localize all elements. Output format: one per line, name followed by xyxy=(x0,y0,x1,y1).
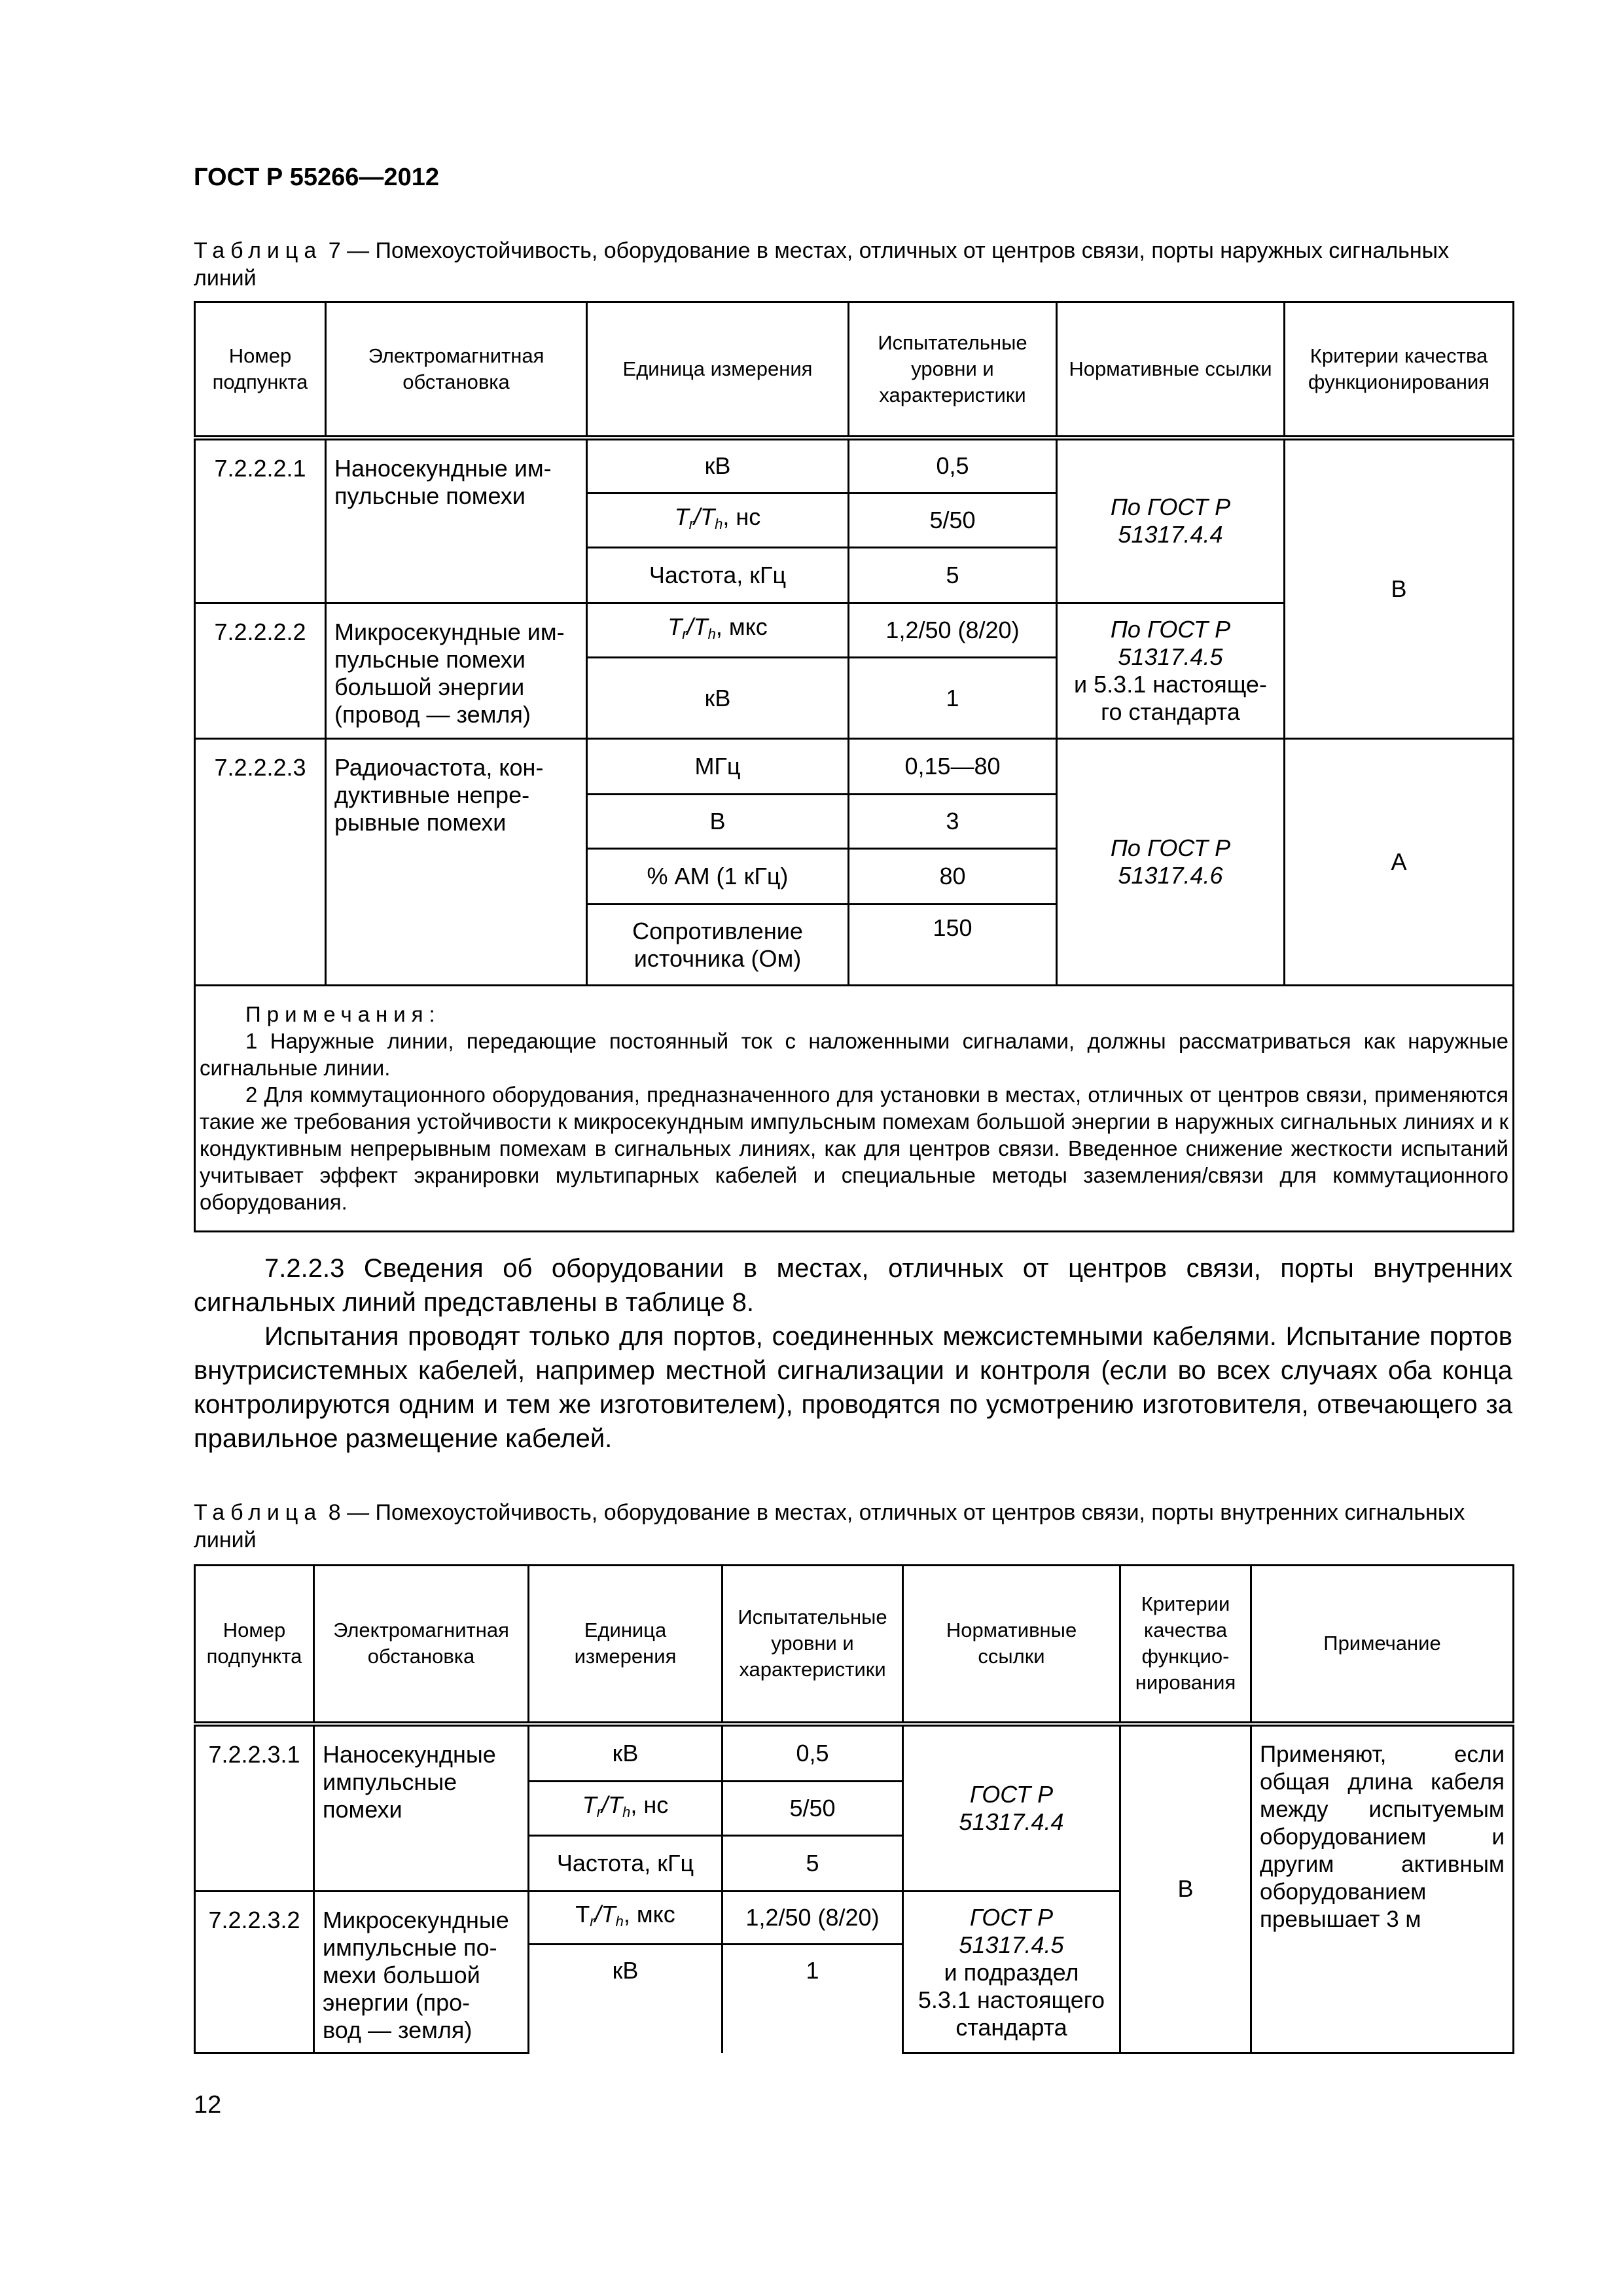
unit: В xyxy=(587,795,849,849)
table-row xyxy=(195,739,1514,795)
notes-row xyxy=(195,986,1514,1232)
em-environment: Наносекундные им- пульсные помехи xyxy=(326,438,587,603)
test-level: 0,15—80 xyxy=(849,739,1057,795)
table-header-row xyxy=(195,302,1514,438)
table-notes xyxy=(195,986,1514,1232)
table-header-row xyxy=(195,1566,1514,1724)
header-cell: Нормативные ссылки xyxy=(1057,302,1285,438)
test-level: 1,2/50 (8/20) xyxy=(849,603,1057,658)
test-level: 0,5 xyxy=(849,438,1057,493)
normative-reference: По ГОСТ Р 51317.4.6 xyxy=(1057,739,1285,986)
test-level: 5/50 xyxy=(849,493,1057,548)
em-environment: Микросекундные им- пульсные помехи большой энергии (провод — земля) xyxy=(326,603,587,739)
test-level: 5 xyxy=(849,548,1057,603)
item-number: 7.2.2.3.1 xyxy=(195,1724,314,1892)
item-number: 7.2.2.2.2 xyxy=(195,603,326,739)
caption-text: 7 — Помехоустойчивость, оборудование в местах, отличных от центров связи, порты наружных сигнальных линий xyxy=(194,238,1450,291)
test-level: 3 xyxy=(849,795,1057,849)
header-cell: Критерии качества функционирования xyxy=(1285,302,1514,438)
unit: $T_r/T_h$, нс xyxy=(529,1782,722,1836)
unit: кВ xyxy=(587,658,849,739)
header-cell: Номер подпункта xyxy=(195,1566,314,1724)
header-cell: Примечание xyxy=(1251,1566,1514,1724)
performance-criterion: B xyxy=(1285,438,1514,739)
caption-text: 8 — Помехоустойчивость, оборудование в местах, отличных от центров связи, порты внутренних сигнальных линий xyxy=(194,1500,1465,1552)
header-cell: Критерии качества функцио-нирования xyxy=(1120,1566,1251,1724)
unit: Частота, кГц xyxy=(529,1836,722,1892)
normative-reference: По ГОСТ Р 51317.4.5 и 5.3.1 настояще- го стандарта xyxy=(1057,603,1285,739)
table8-caption xyxy=(194,1499,1512,1554)
unit: $T_r/T_h$, нс xyxy=(587,493,849,548)
test-level: 5/50 xyxy=(722,1782,903,1836)
unit: Частота, кГц xyxy=(587,548,849,603)
notes-title: Примечания: xyxy=(245,1002,441,1026)
caption-label: Таблица xyxy=(194,1500,323,1525)
header-cell: Электромагнитная обстановка xyxy=(314,1566,529,1724)
item-number: 7.2.2.2.3 xyxy=(195,739,326,986)
test-level: 1 xyxy=(722,1945,903,2053)
table-row xyxy=(195,1724,1514,1782)
note-item: 2 Для коммутационного оборудования, предназначенного для установки в местах, отличных от центров связи, применяются такие же требования устойчивости к микросекундным импульсным помехам большой энергии в наружных сигнальных линиях и к кондуктивным непрерывным помехам в сигнальных линиях, как для центров связи. Введенное снижение жесткости испытаний учитывает эффект экранировки мультипарных кабелей и специальные методы заземления/связи для коммутационного оборудования. xyxy=(200,1083,1508,1214)
header-cell: Испытательные уровни и характеристики xyxy=(849,302,1057,438)
normative-reference: По ГОСТ Р 51317.4.4 xyxy=(1057,438,1285,603)
header-cell: Электромагнитная обстановка xyxy=(326,302,587,438)
document-header: ГОСТ Р 55266—2012 xyxy=(194,164,439,191)
table-row xyxy=(195,438,1514,493)
body-text xyxy=(194,1251,1512,1456)
unit: % АМ (1 кГц) xyxy=(587,849,849,905)
item-number: 7.2.2.2.1 xyxy=(195,438,326,603)
test-level: 80 xyxy=(849,849,1057,905)
paragraph: Испытания проводят только для портов, соединенных межсистемными кабелями. Испытание портов внутрисистемных кабелей, например местной сигнализации и контроля (если во всех случаях оба конца контролируются одним и тем же изготовителем), проводятся по усмотрению изготовителя, отвечающего за правильное размещение кабелей. xyxy=(194,1322,1512,1453)
table-7 xyxy=(194,301,1514,1232)
em-environment: Микросекундные импульсные по- мехи большой энергии (про- вод — земля) xyxy=(314,1892,529,2053)
test-level: 1 xyxy=(849,658,1057,739)
header-cell: Номер подпункта xyxy=(195,302,326,438)
header-cell: Единица измерения xyxy=(587,302,849,438)
header-cell: Единица измерения xyxy=(529,1566,722,1724)
performance-criterion: B xyxy=(1120,1724,1251,2053)
unit: $T_r/T_h$, мкс xyxy=(529,1892,722,1945)
unit: МГц xyxy=(587,739,849,795)
em-environment: Радиочастота, кон- дуктивные непре- рывные помехи xyxy=(326,739,587,986)
normative-reference: ГОСТ Р 51317.4.4 xyxy=(903,1724,1120,1892)
paragraph: 7.2.2.3 Сведения об оборудовании в местах, отличных от центров связи, порты внутренних сигнальных линий представлены в таблице 8. xyxy=(194,1254,1512,1317)
table7-caption xyxy=(194,237,1512,292)
table-8 xyxy=(194,1564,1514,2054)
normative-reference: ГОСТ Р 51317.4.5 и подраздел 5.3.1 настоящего стандарта xyxy=(903,1892,1120,2053)
unit: кВ xyxy=(529,1945,722,2053)
em-environment: Наносекундные импульсные помехи xyxy=(314,1724,529,1892)
unit: $T_r/T_h$, мкс xyxy=(587,603,849,658)
test-level: 5 xyxy=(722,1836,903,1892)
unit: кВ xyxy=(529,1724,722,1782)
test-level: 0,5 xyxy=(722,1724,903,1782)
performance-criterion: A xyxy=(1285,739,1514,986)
test-level: 150 xyxy=(849,905,1057,986)
page-number: 12 xyxy=(194,2091,222,2119)
unit: кВ xyxy=(587,438,849,493)
item-number: 7.2.2.3.2 xyxy=(195,1892,314,2053)
caption-label: Таблица xyxy=(194,238,323,263)
row-note: Применяют, если общая длина кабеля между испытуемым оборудованием и другим активным оборудованием превышает 3 м xyxy=(1251,1724,1514,2053)
test-level: 1,2/50 (8/20) xyxy=(722,1892,903,1945)
unit: Сопротивление источника (Ом) xyxy=(587,905,849,986)
note-item: 1 Наружные линии, передающие постоянный ток с наложенными сигналами, должны рассматриваться как наружные сигнальные линии. xyxy=(200,1029,1508,1080)
header-cell: Нормативные ссылки xyxy=(903,1566,1120,1724)
header-cell: Испытательные уровни и характеристики xyxy=(722,1566,903,1724)
